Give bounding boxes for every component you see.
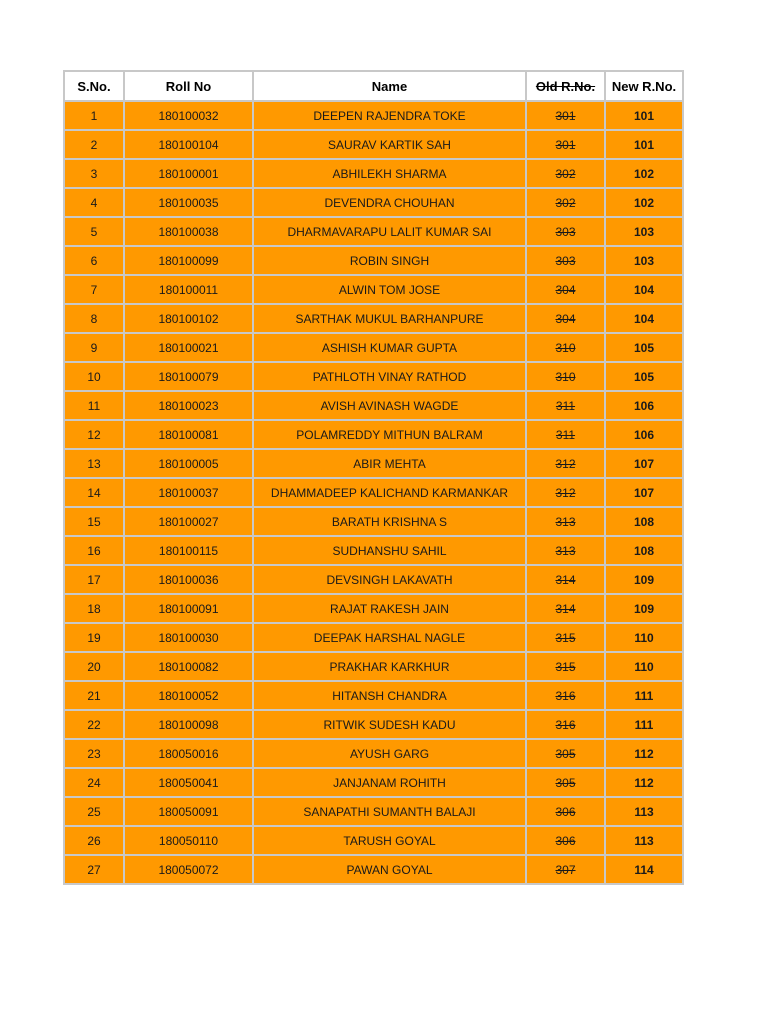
cell-name: DEVSINGH LAKAVATH [253, 565, 526, 594]
cell-new-room-no: 104 [605, 275, 683, 304]
cell-new-room-no: 103 [605, 217, 683, 246]
cell-new-room-no: 113 [605, 826, 683, 855]
header-new-room-no: New R.No. [605, 71, 683, 101]
cell-new-room-no: 109 [605, 565, 683, 594]
table-row [64, 130, 683, 159]
table-row [64, 681, 683, 710]
cell-new-room-no: 110 [605, 623, 683, 652]
cell-name: ABIR MEHTA [253, 449, 526, 478]
cell-sno: 18 [64, 594, 124, 623]
cell-old-room-no: 301 [526, 101, 605, 130]
cell-old-room-no: 304 [526, 275, 605, 304]
cell-roll-no: 180050110 [124, 826, 253, 855]
cell-roll-no: 180050072 [124, 855, 253, 884]
cell-sno: 2 [64, 130, 124, 159]
cell-roll-no: 180100104 [124, 130, 253, 159]
cell-new-room-no: 102 [605, 159, 683, 188]
cell-name: SARTHAK MUKUL BARHANPURE [253, 304, 526, 333]
cell-old-room-no: 314 [526, 594, 605, 623]
cell-roll-no: 180100098 [124, 710, 253, 739]
cell-roll-no: 180100036 [124, 565, 253, 594]
cell-roll-no: 180100052 [124, 681, 253, 710]
table-row [64, 449, 683, 478]
table-row [64, 710, 683, 739]
cell-sno: 1 [64, 101, 124, 130]
cell-name: ROBIN SINGH [253, 246, 526, 275]
table-row [64, 362, 683, 391]
cell-new-room-no: 105 [605, 362, 683, 391]
cell-roll-no: 180050091 [124, 797, 253, 826]
cell-sno: 13 [64, 449, 124, 478]
cell-old-room-no: 311 [526, 391, 605, 420]
cell-roll-no: 180050016 [124, 739, 253, 768]
cell-old-room-no: 304 [526, 304, 605, 333]
cell-old-room-no: 313 [526, 507, 605, 536]
cell-name: DEEPEN RAJENDRA TOKE [253, 101, 526, 130]
cell-roll-no: 180100023 [124, 391, 253, 420]
cell-new-room-no: 101 [605, 130, 683, 159]
cell-roll-no: 180100099 [124, 246, 253, 275]
table-row [64, 188, 683, 217]
cell-name: SUDHANSHU SAHIL [253, 536, 526, 565]
cell-sno: 6 [64, 246, 124, 275]
cell-new-room-no: 112 [605, 768, 683, 797]
cell-old-room-no: 315 [526, 652, 605, 681]
table-body [64, 101, 683, 884]
cell-new-room-no: 112 [605, 739, 683, 768]
cell-sno: 25 [64, 797, 124, 826]
cell-name: PAWAN GOYAL [253, 855, 526, 884]
table-row [64, 478, 683, 507]
cell-sno: 22 [64, 710, 124, 739]
cell-new-room-no: 113 [605, 797, 683, 826]
cell-name: PATHLOTH VINAY RATHOD [253, 362, 526, 391]
header-sno: S.No. [64, 71, 124, 101]
header-roll-no: Roll No [124, 71, 253, 101]
cell-old-room-no: 314 [526, 565, 605, 594]
cell-sno: 10 [64, 362, 124, 391]
cell-sno: 23 [64, 739, 124, 768]
cell-old-room-no: 303 [526, 246, 605, 275]
cell-sno: 20 [64, 652, 124, 681]
cell-new-room-no: 105 [605, 333, 683, 362]
cell-sno: 4 [64, 188, 124, 217]
table-row [64, 275, 683, 304]
cell-sno: 24 [64, 768, 124, 797]
cell-name: BARATH KRISHNA S [253, 507, 526, 536]
table-row [64, 246, 683, 275]
cell-new-room-no: 111 [605, 710, 683, 739]
cell-roll-no: 180100115 [124, 536, 253, 565]
header-row [64, 71, 683, 101]
cell-sno: 21 [64, 681, 124, 710]
table-row [64, 304, 683, 333]
cell-old-room-no: 313 [526, 536, 605, 565]
cell-old-room-no: 315 [526, 623, 605, 652]
cell-sno: 7 [64, 275, 124, 304]
cell-sno: 3 [64, 159, 124, 188]
cell-old-room-no: 301 [526, 130, 605, 159]
table-row [64, 826, 683, 855]
cell-new-room-no: 106 [605, 420, 683, 449]
cell-old-room-no: 307 [526, 855, 605, 884]
cell-old-room-no: 310 [526, 333, 605, 362]
cell-name: POLAMREDDY MITHUN BALRAM [253, 420, 526, 449]
cell-roll-no: 180100081 [124, 420, 253, 449]
cell-sno: 12 [64, 420, 124, 449]
cell-name: DEEPAK HARSHAL NAGLE [253, 623, 526, 652]
cell-sno: 15 [64, 507, 124, 536]
cell-new-room-no: 107 [605, 478, 683, 507]
cell-sno: 8 [64, 304, 124, 333]
cell-name: SAURAV KARTIK SAH [253, 130, 526, 159]
table-row [64, 101, 683, 130]
table-header [64, 71, 683, 101]
cell-roll-no: 180100035 [124, 188, 253, 217]
room-allocation-table [63, 70, 684, 885]
table-row [64, 391, 683, 420]
table-row [64, 855, 683, 884]
cell-name: ALWIN TOM JOSE [253, 275, 526, 304]
table-row [64, 797, 683, 826]
cell-name: AVISH AVINASH WAGDE [253, 391, 526, 420]
cell-new-room-no: 106 [605, 391, 683, 420]
cell-roll-no: 180050041 [124, 768, 253, 797]
cell-name: DHAMMADEEP KALICHAND KARMANKAR [253, 478, 526, 507]
cell-sno: 26 [64, 826, 124, 855]
cell-roll-no: 180100011 [124, 275, 253, 304]
cell-old-room-no: 305 [526, 739, 605, 768]
cell-roll-no: 180100082 [124, 652, 253, 681]
cell-roll-no: 180100102 [124, 304, 253, 333]
cell-name: TARUSH GOYAL [253, 826, 526, 855]
cell-old-room-no: 306 [526, 826, 605, 855]
cell-new-room-no: 110 [605, 652, 683, 681]
cell-old-room-no: 316 [526, 710, 605, 739]
cell-new-room-no: 108 [605, 507, 683, 536]
cell-roll-no: 180100030 [124, 623, 253, 652]
table-row [64, 333, 683, 362]
table-row [64, 536, 683, 565]
cell-name: SANAPATHI SUMANTH BALAJI [253, 797, 526, 826]
cell-sno: 5 [64, 217, 124, 246]
cell-name: DEVENDRA CHOUHAN [253, 188, 526, 217]
table-row [64, 217, 683, 246]
cell-old-room-no: 312 [526, 478, 605, 507]
table-row [64, 594, 683, 623]
cell-sno: 9 [64, 333, 124, 362]
cell-sno: 11 [64, 391, 124, 420]
room-allocation-sheet [63, 70, 682, 885]
cell-old-room-no: 311 [526, 420, 605, 449]
cell-old-room-no: 302 [526, 188, 605, 217]
cell-roll-no: 180100001 [124, 159, 253, 188]
cell-name: AYUSH GARG [253, 739, 526, 768]
cell-name: ABHILEKH SHARMA [253, 159, 526, 188]
cell-roll-no: 180100091 [124, 594, 253, 623]
cell-roll-no: 180100027 [124, 507, 253, 536]
cell-old-room-no: 303 [526, 217, 605, 246]
cell-new-room-no: 103 [605, 246, 683, 275]
cell-new-room-no: 101 [605, 101, 683, 130]
cell-roll-no: 180100005 [124, 449, 253, 478]
cell-name: PRAKHAR KARKHUR [253, 652, 526, 681]
cell-roll-no: 180100037 [124, 478, 253, 507]
table-row [64, 768, 683, 797]
cell-sno: 17 [64, 565, 124, 594]
cell-roll-no: 180100079 [124, 362, 253, 391]
table-row [64, 565, 683, 594]
table-row [64, 652, 683, 681]
cell-sno: 16 [64, 536, 124, 565]
cell-name: HITANSH CHANDRA [253, 681, 526, 710]
cell-name: DHARMAVARAPU LALIT KUMAR SAI [253, 217, 526, 246]
cell-roll-no: 180100021 [124, 333, 253, 362]
cell-new-room-no: 104 [605, 304, 683, 333]
cell-new-room-no: 102 [605, 188, 683, 217]
cell-old-room-no: 302 [526, 159, 605, 188]
cell-old-room-no: 310 [526, 362, 605, 391]
cell-name: RITWIK SUDESH KADU [253, 710, 526, 739]
cell-sno: 27 [64, 855, 124, 884]
cell-sno: 14 [64, 478, 124, 507]
header-name: Name [253, 71, 526, 101]
cell-roll-no: 180100032 [124, 101, 253, 130]
cell-old-room-no: 305 [526, 768, 605, 797]
cell-new-room-no: 111 [605, 681, 683, 710]
table-row [64, 739, 683, 768]
table-row [64, 420, 683, 449]
cell-new-room-no: 108 [605, 536, 683, 565]
cell-sno: 19 [64, 623, 124, 652]
header-old-room-no: Old R.No. [526, 71, 605, 101]
cell-name: ASHISH KUMAR GUPTA [253, 333, 526, 362]
cell-new-room-no: 114 [605, 855, 683, 884]
cell-old-room-no: 316 [526, 681, 605, 710]
table-row [64, 507, 683, 536]
cell-name: JANJANAM ROHITH [253, 768, 526, 797]
cell-old-room-no: 312 [526, 449, 605, 478]
cell-old-room-no: 306 [526, 797, 605, 826]
table-row [64, 623, 683, 652]
cell-name: RAJAT RAKESH JAIN [253, 594, 526, 623]
table-row [64, 159, 683, 188]
cell-new-room-no: 109 [605, 594, 683, 623]
cell-roll-no: 180100038 [124, 217, 253, 246]
cell-new-room-no: 107 [605, 449, 683, 478]
